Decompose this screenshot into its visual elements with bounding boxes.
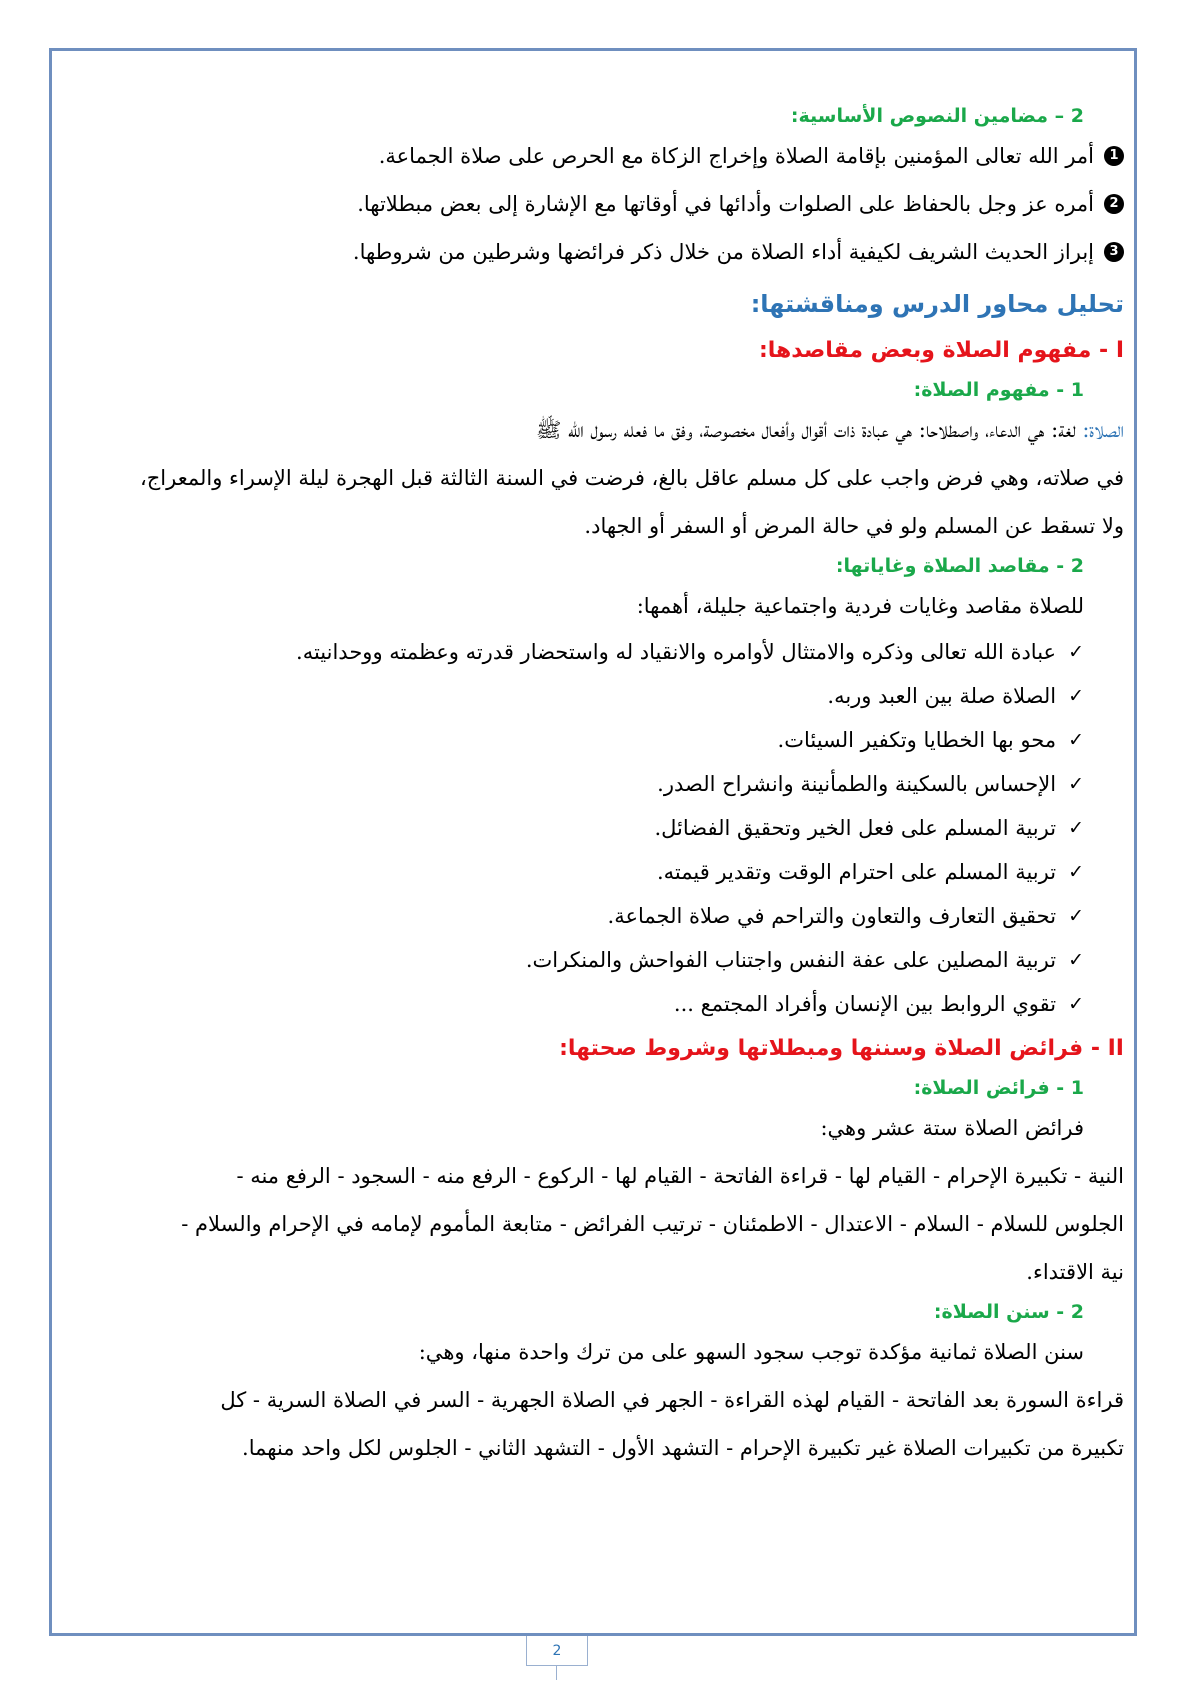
concept-text: لغة: هي الدعاء، واصطلاحا: هي عبادة ذات أقوال وأفعال مخصوصة، وفق ما فعله رسول الله ﷺ	[536, 418, 1076, 442]
list-item	[80, 850, 1084, 894]
contents-heading: 2 – مضامين النصوص الأساسية:	[790, 105, 1084, 127]
list-item-text: عبادة الله تعالى وذكره والامتثال لأوامره والانقياد له واستحضار قدرته وعظمته ووحدانيته.	[296, 640, 1057, 664]
goals-intro: للصلاة مقاصد وغايات فردية واجتماعية جليلة، أهمها:	[636, 594, 1084, 618]
list-item	[80, 630, 1084, 674]
goals-heading: 2 - مقاصد الصلاة وغاياتها:	[835, 555, 1084, 577]
list-item-text: تربية المسلم على فعل الخير وتحقيق الفضائل.	[654, 816, 1057, 840]
sunnahs-intro: سنن الصلاة ثمانية مؤكدة توجب سجود السهو على من ترك واحدة منها، وهي:	[418, 1340, 1084, 1364]
check-icon: ✓	[1068, 861, 1084, 883]
check-icon: ✓	[1068, 773, 1084, 795]
concept-term: الصلاة:	[1082, 418, 1124, 442]
check-icon: ✓	[1068, 993, 1084, 1015]
document-body	[80, 100, 1124, 1472]
obligations-line-3: نية الاقتداء.	[1026, 1260, 1124, 1284]
concept-line-1	[80, 406, 1124, 454]
contents-item	[80, 132, 1124, 180]
analysis-heading: تحليل محاور الدرس ومناقشتها:	[750, 290, 1124, 318]
list-item-text: محو بها الخطايا وتكفير السيئات.	[777, 728, 1057, 752]
sunnahs-line-1: قراءة السورة بعد الفاتحة - القيام لهذه القراءة - الجهر في الصلاة الجهرية - السر في الصلاة السرية - كل	[220, 1388, 1124, 1412]
goals-list	[80, 630, 1124, 1026]
obligations-line-2: الجلوس للسلام - السلام - الاعتدال - الاطمئنان - ترتيب الفرائض - متابعة المأموم لإمامه في الإحرام والسلام -	[181, 1212, 1124, 1236]
sunnahs-line-2: تكبيرة من تكبيرات الصلاة غير تكبيرة الإحرام - التشهد الأول - التشهد الثاني - الجلوس لكل واحد منهما.	[242, 1436, 1124, 1460]
contents-list	[80, 132, 1124, 276]
check-icon: ✓	[1068, 729, 1084, 751]
number-1-icon: 1	[1104, 146, 1124, 166]
list-item	[80, 894, 1084, 938]
part2-heading: II - فرائض الصلاة وسننها ومبطلاتها وشروط صحتها:	[559, 1036, 1124, 1061]
list-item-text: الإحساس بالسكينة والطمأنينة وانشراح الصدر.	[657, 772, 1057, 796]
list-item	[80, 982, 1084, 1026]
number-2-icon: 2	[1104, 194, 1124, 214]
list-item-text: تحقيق التعارف والتعاون والتراحم في صلاة الجماعة.	[607, 904, 1057, 928]
list-item-text: تربية المصلين على عفة النفس واجتناب الفواحش والمنكرات.	[525, 948, 1057, 972]
page-number-tick	[556, 1666, 557, 1680]
check-icon: ✓	[1068, 905, 1084, 927]
check-icon: ✓	[1068, 685, 1084, 707]
concept-line-2: في صلاته، وهي فرض واجب على كل مسلم عاقل بالغ، فرضت في السنة الثالثة قبل الهجرة ليلة الإسراء والمعراج،	[139, 466, 1124, 490]
list-item	[80, 762, 1084, 806]
check-icon: ✓	[1068, 817, 1084, 839]
number-3-icon: 3	[1104, 242, 1124, 262]
obligations-intro: فرائض الصلاة ستة عشر وهي:	[820, 1116, 1084, 1140]
concept-line-3: ولا تسقط عن المسلم ولو في حالة المرض أو السفر أو الجهاد.	[584, 514, 1124, 538]
list-item	[80, 806, 1084, 850]
list-item-text: الصلاة صلة بين العبد وربه.	[827, 684, 1057, 708]
contents-item	[80, 228, 1124, 276]
page-number: 2	[526, 1636, 588, 1666]
list-item-text: تقوي الروابط بين الإنسان وأفراد المجتمع ...	[673, 992, 1057, 1016]
list-item-text: تربية المسلم على احترام الوقت وتقدير قيمته.	[656, 860, 1057, 884]
contents-item-text: إبراز الحديث الشريف لكيفية أداء الصلاة من خلال ذكر فرائضها وشرطين من شروطها.	[352, 240, 1094, 264]
contents-item	[80, 180, 1124, 228]
contents-item-text: أمره عز وجل بالحفاظ على الصلوات وأدائها في أوقاتها مع الإشارة إلى بعض مبطلاتها.	[357, 192, 1094, 216]
check-icon: ✓	[1068, 641, 1084, 663]
list-item	[80, 674, 1084, 718]
list-item	[80, 938, 1084, 982]
obligations-heading: 1 - فرائض الصلاة:	[913, 1077, 1084, 1099]
concept-heading: 1 - مفهوم الصلاة:	[913, 379, 1084, 401]
part1-heading: I - مفهوم الصلاة وبعض مقاصدها:	[758, 338, 1124, 363]
check-icon: ✓	[1068, 949, 1084, 971]
obligations-line-1: النية - تكبيرة الإحرام - القيام لها - قراءة الفاتحة - القيام لها - الركوع - الرفع منه - السجود - الرفع منه -	[236, 1164, 1124, 1188]
list-item	[80, 718, 1084, 762]
sunnahs-heading: 2 - سنن الصلاة:	[933, 1301, 1084, 1323]
contents-item-text: أمر الله تعالى المؤمنين بإقامة الصلاة وإخراج الزكاة مع الحرص على صلاة الجماعة.	[378, 144, 1094, 168]
